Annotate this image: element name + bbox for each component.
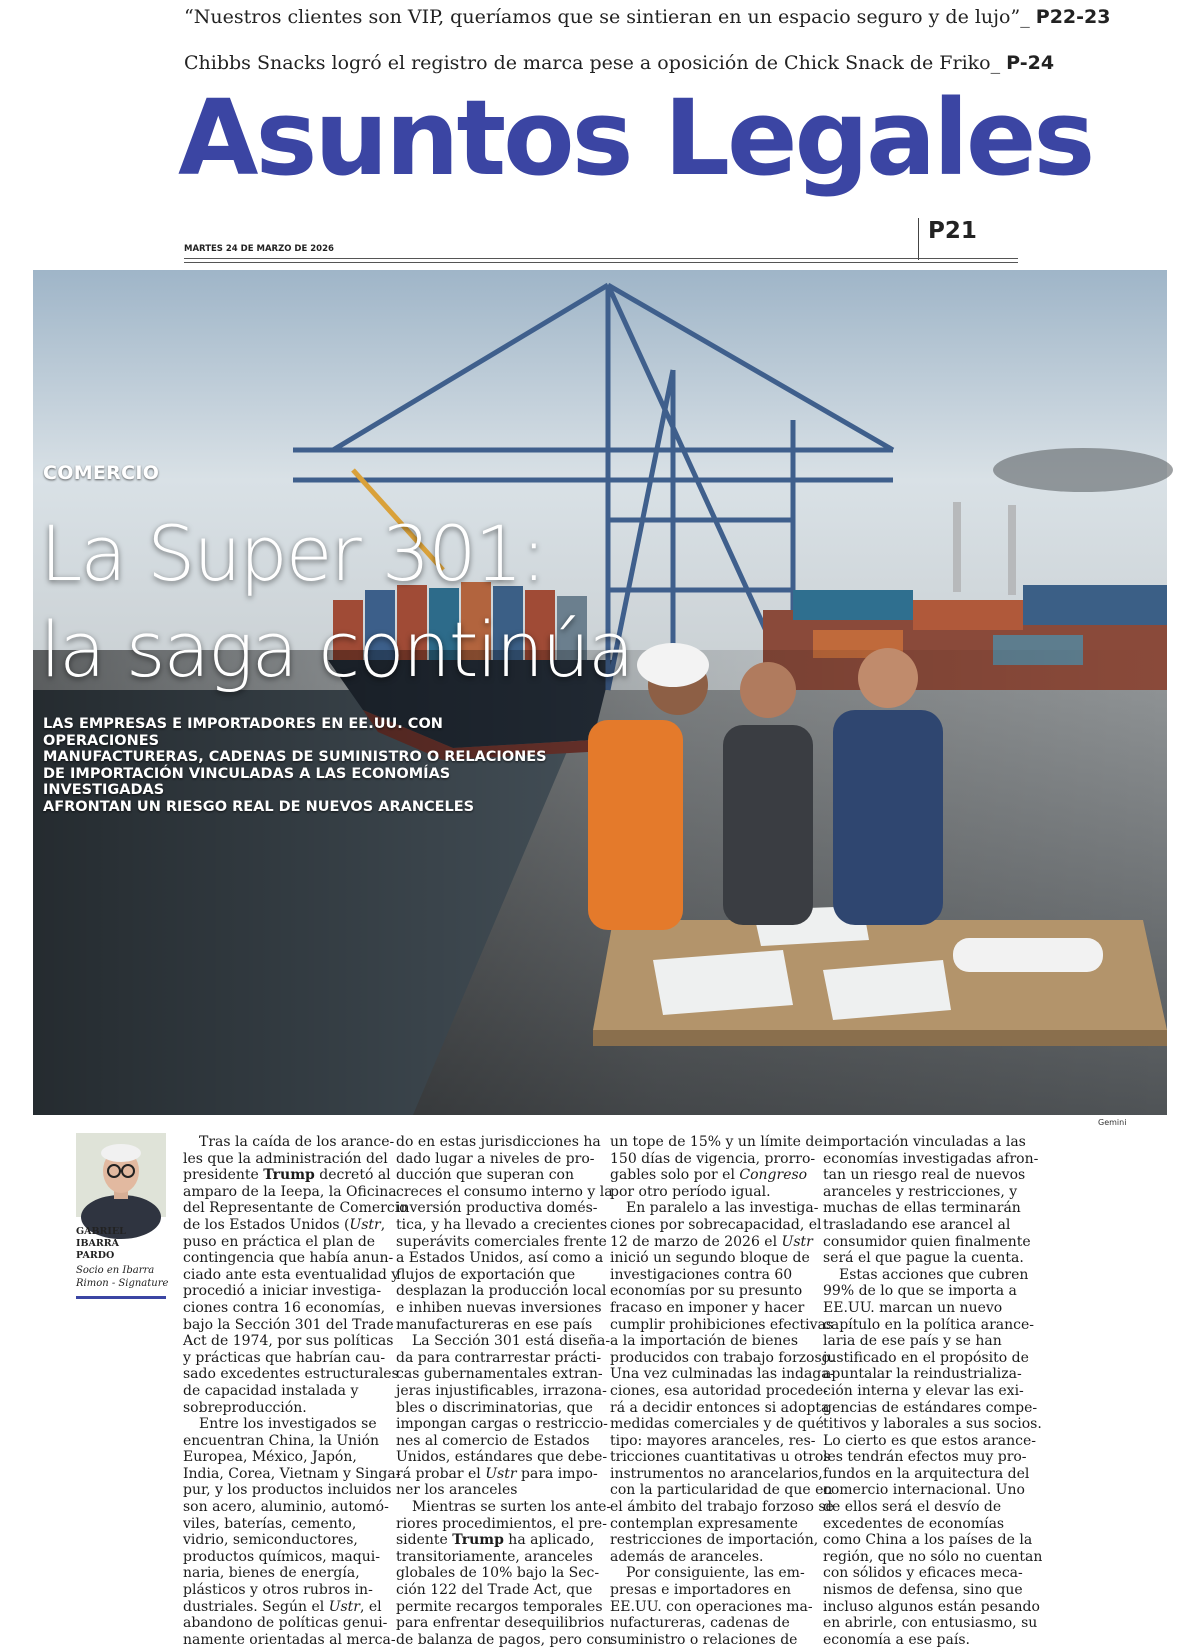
article-line: de capacidad instalada y	[183, 1382, 359, 1399]
article-line: puso en práctica el plan de	[183, 1233, 376, 1250]
article-line: ción interna y elevar las exi-	[823, 1382, 1024, 1399]
article-line: ciado ante esta eventualidad y	[183, 1266, 400, 1283]
article-line: namente orientadas al merca-	[183, 1631, 396, 1648]
article-column-1	[183, 1134, 408, 1652]
article-line: instrumentos no arancelarios,	[610, 1465, 823, 1482]
article-line: do en estas jurisdicciones ha	[396, 1134, 601, 1150]
article-line: Lo cierto es que estos arance-	[823, 1432, 1037, 1449]
article-line: sobreproducción.	[183, 1399, 307, 1416]
article-line: suministro o relaciones de	[610, 1631, 798, 1648]
article-line: pur, y los productos incluidos	[183, 1482, 392, 1499]
article-line: globales de 10% bajo la Sec-	[396, 1565, 600, 1582]
article-line: de ellos será el desvío de	[823, 1499, 1002, 1516]
author-name-line: PARDO	[76, 1250, 115, 1261]
article-line: para enfrentar desequilibrios	[396, 1615, 605, 1632]
issue-date: MARTES 24 DE MARZO DE 2026	[184, 244, 334, 254]
article-line: permite recargos temporales	[396, 1598, 603, 1615]
article-line: tica, y ha llevado a crecientes	[396, 1216, 608, 1233]
article-line: a la importación de bienes	[610, 1333, 799, 1350]
article-line: plásticos y otros rubros in-	[183, 1582, 373, 1599]
section-label: COMERCIO	[43, 462, 160, 484]
article-line: contemplan expresamente	[610, 1515, 798, 1532]
article-line: titivos y laborales a sus socios.	[823, 1416, 1042, 1433]
article-line: superávits comerciales frente	[396, 1233, 607, 1250]
article-line: impongan cargas o restriccio-	[396, 1416, 608, 1433]
article-line: fundos en la arquitectura del	[823, 1465, 1030, 1482]
article-line: naria, bienes de energía,	[183, 1565, 360, 1582]
article-line: Unidos, estándares que debe-	[396, 1449, 608, 1466]
article-line: nufactureras, cadenas de	[610, 1615, 790, 1632]
article-line: nes al comercio de Estados	[396, 1432, 590, 1449]
teaser-headline-1[interactable]	[184, 6, 1111, 28]
author-photo	[76, 1133, 166, 1217]
article-line: bajo la Sección 301 del Trade	[183, 1316, 394, 1333]
article-line: ner los aranceles	[396, 1482, 518, 1499]
teaser-page-ref: P22-23	[1035, 6, 1111, 28]
article-line: con la particularidad de que en	[610, 1482, 833, 1499]
author-name	[76, 1226, 168, 1262]
article-line: un tope de 15% y un límite de	[610, 1134, 823, 1150]
photo-credit: Gemini	[1098, 1118, 1127, 1127]
article-line: flujos de exportación que	[396, 1266, 576, 1283]
article-line: restricciones de importación,	[610, 1532, 819, 1549]
article-line: contingencia que había anun-	[183, 1250, 394, 1267]
article-line: ducción que superan con	[396, 1167, 574, 1184]
author-name-line: GABRIEL	[76, 1226, 126, 1237]
article-line: laria de ese país y se han	[823, 1333, 1002, 1350]
article-line: Por consiguiente, las em-	[626, 1565, 805, 1582]
article-line: transitoriamente, aranceles	[396, 1548, 593, 1565]
article-line: inició un segundo bloque de	[610, 1250, 810, 1267]
article-line: sado excedentes estructurales	[183, 1366, 399, 1383]
article-line: encuentran China, la Unión	[183, 1432, 380, 1449]
article-line: rá probar el Ustr para impo-	[396, 1465, 598, 1482]
article-line: productos químicos, maqui-	[183, 1548, 380, 1565]
author-name-line: IBARRA	[76, 1238, 120, 1249]
article-column-2	[396, 1134, 613, 1652]
deck-line: DE IMPORTACIÓN VINCULADAS A LAS ECONOMÍAS INVESTIGADAS	[43, 765, 451, 798]
page-number-divider	[918, 218, 919, 260]
header-rule	[184, 258, 1018, 259]
article-line: En paralelo a las investiga-	[626, 1200, 819, 1217]
article-line: rá a decidir entonces si adopta	[610, 1399, 830, 1416]
article-line: vidrio, semiconductores,	[183, 1532, 358, 1549]
author-portrait-icon	[76, 1133, 166, 1217]
article-line: gencias de estándares compe-	[823, 1399, 1038, 1416]
article-line: Una vez culminadas las indaga-	[610, 1366, 835, 1383]
article-line: comercio internacional. Uno	[823, 1482, 1025, 1499]
article-line: 150 días de vigencia, prorro-	[610, 1150, 816, 1167]
article-line: bles o discriminatorias, que	[396, 1399, 593, 1416]
article-line: India, Corea, Vietnam y Singa-	[183, 1465, 401, 1482]
article-line: justificado en el propósito de	[823, 1349, 1029, 1366]
article-line: ciones por sobrecapacidad, el	[610, 1216, 822, 1233]
article-line: incluso algunos están pesando	[823, 1598, 1040, 1615]
article-line: muchas de ellas terminarán	[823, 1200, 1021, 1217]
article-line: ción 122 del Trade Act, que	[396, 1582, 593, 1599]
headline-line: La Super 301:	[40, 509, 545, 598]
headline	[40, 506, 680, 698]
article-line: EE.UU. marcan un nuevo	[823, 1299, 1003, 1316]
article-line: capítulo en la política arance-	[823, 1316, 1034, 1333]
deck-line: LAS EMPRESAS E IMPORTADORES EN EE.UU. CON OPERACIONES	[43, 716, 443, 749]
author-role	[76, 1264, 172, 1290]
article-line: presidente Trump decretó al	[183, 1167, 391, 1184]
deck-line: AFRONTAN UN RIESGO REAL DE NUEVOS ARANCELES	[43, 798, 475, 815]
article-line: procedió a iniciar investiga-	[183, 1283, 382, 1300]
article-line: amparo de la Ieepa, la Oficina	[183, 1183, 397, 1200]
article-line: Mientras se surten los ante-	[412, 1499, 612, 1516]
article-line: La Sección 301 está diseña-	[412, 1333, 611, 1350]
header-rule	[184, 262, 1018, 263]
teaser-headline-2[interactable]	[184, 52, 1055, 74]
article-line: sidente Trump ha aplicado,	[396, 1532, 595, 1549]
article-line: trasladando ese arancel al	[823, 1216, 1011, 1233]
article-line: Europea, México, Japón,	[183, 1449, 357, 1466]
article-line: será el que pague la cuenta.	[823, 1250, 1024, 1267]
article-line: dado lugar a niveles de pro-	[396, 1150, 595, 1167]
article-line: 99% de lo que se importa a	[823, 1283, 1017, 1300]
author-role-line: Socio en Ibarra	[76, 1265, 155, 1276]
article-line: importación vinculadas a las	[823, 1134, 1026, 1150]
article-line: riores procedimientos, el pre-	[396, 1515, 607, 1532]
article-line: Tras la caída de los arance-	[199, 1134, 395, 1150]
article-line: son acero, aluminio, automó-	[183, 1499, 389, 1516]
article-line: y prácticas que habrían cau-	[183, 1349, 386, 1366]
article-line: ciones, esa autoridad procede-	[610, 1382, 828, 1399]
author-role-line: Rimon - Signature	[76, 1278, 169, 1289]
article-line: investigaciones contra 60	[610, 1266, 793, 1283]
article-line: economías por su presunto	[610, 1283, 803, 1300]
article-line: Act de 1974, por sus políticas	[183, 1333, 394, 1350]
article-line: jeras injustificables, irrazona-	[396, 1382, 607, 1399]
article-line: en abrirle, con entusiasmo, su	[823, 1615, 1038, 1632]
article-column-4	[823, 1134, 1043, 1652]
article-line: economía a ese país.	[823, 1631, 970, 1648]
article-line: economías investigadas afron-	[823, 1150, 1039, 1167]
article-column-3	[610, 1134, 835, 1652]
article-line: da para contrarrestar prácti-	[396, 1349, 602, 1366]
article-line: abandono de políticas genui-	[183, 1615, 388, 1632]
article-line: inversión productiva domés-	[396, 1200, 598, 1217]
article-line: desplazan la producción local	[396, 1283, 607, 1300]
headline-line: la saga continúa	[40, 605, 633, 694]
article-line: consumidor quien finalmente	[823, 1233, 1031, 1250]
article-line: dustriales. Según el Ustr, el	[183, 1598, 382, 1615]
article-line: medidas comerciales y de qué	[610, 1416, 824, 1433]
article-line: Estas acciones que cubren	[839, 1266, 1029, 1283]
article-line: Entre los investigados se	[199, 1416, 377, 1433]
teaser-text: Chibbs Snacks logró el registro de marca pese a oposición de Chick Snack de Friko_	[184, 52, 1007, 74]
deck-summary	[43, 716, 563, 815]
teaser-page-ref: P-24	[1006, 52, 1055, 74]
author-accent-bar	[76, 1296, 166, 1299]
article-line: el ámbito del trabajo forzoso se	[610, 1499, 834, 1516]
article-line: manufactureras en ese país	[396, 1316, 593, 1333]
article-line: apuntalar la reindustrializa-	[823, 1366, 1022, 1383]
deck-line: MANUFACTURERAS, CADENAS DE SUMINISTRO O RELACIONES	[43, 749, 547, 765]
article-line: de los Estados Unidos (Ustr,	[183, 1216, 386, 1233]
article-line: aranceles y restricciones, y	[823, 1183, 1018, 1200]
article-line: presas e importadores en	[610, 1582, 791, 1599]
article-line: gables solo por el Congreso	[610, 1167, 808, 1184]
teaser-text: “Nuestros clientes son VIP, queríamos que se sintieran en un espacio seguro y de lujo”_	[184, 6, 1036, 28]
article-line: tricciones cuantitativas u otros	[610, 1449, 831, 1466]
article-line: e inhiben nuevas inversiones	[396, 1299, 602, 1316]
article-line: fracaso en imponer y hacer	[610, 1299, 805, 1316]
article-line: ciones contra 16 economías,	[183, 1299, 386, 1316]
article-line: como China a los países de la	[823, 1532, 1033, 1549]
article-line: con sólidos y eficaces meca-	[823, 1565, 1023, 1582]
article-line: cas gubernamentales extran-	[396, 1366, 603, 1383]
article-line: creces el consumo interno y la	[396, 1183, 613, 1200]
article-line: EE.UU. con operaciones ma-	[610, 1598, 813, 1615]
article-line: tan un riesgo real de nuevos	[823, 1167, 1026, 1184]
article-line: producidos con trabajo forzoso.	[610, 1349, 835, 1366]
article-line: además de aranceles.	[610, 1548, 764, 1565]
article-line: les que la administración del	[183, 1150, 388, 1167]
article-line: cumplir prohibiciones efectivas	[610, 1316, 834, 1333]
article-line: del Representante de Comercio	[183, 1200, 408, 1217]
page-number: P21	[928, 218, 977, 244]
article-line: de balanza de pagos, pero con	[396, 1631, 612, 1648]
article-line: por otro período igual.	[610, 1183, 771, 1200]
article-line: nismos de defensa, sino que	[823, 1582, 1023, 1599]
article-line: a Estados Unidos, así como a	[396, 1250, 604, 1267]
article-line: les tendrán efectos muy pro-	[823, 1449, 1027, 1466]
article-line: región, que no sólo no cuentan	[823, 1548, 1043, 1565]
article-line: excedentes de economías	[823, 1515, 1005, 1532]
article-line: 12 de marzo de 2026 el Ustr	[610, 1233, 813, 1250]
article-line: viles, baterías, cemento,	[183, 1515, 357, 1532]
section-masthead: Asuntos Legales	[178, 77, 1093, 199]
article-line: tipo: mayores aranceles, res-	[610, 1432, 816, 1449]
